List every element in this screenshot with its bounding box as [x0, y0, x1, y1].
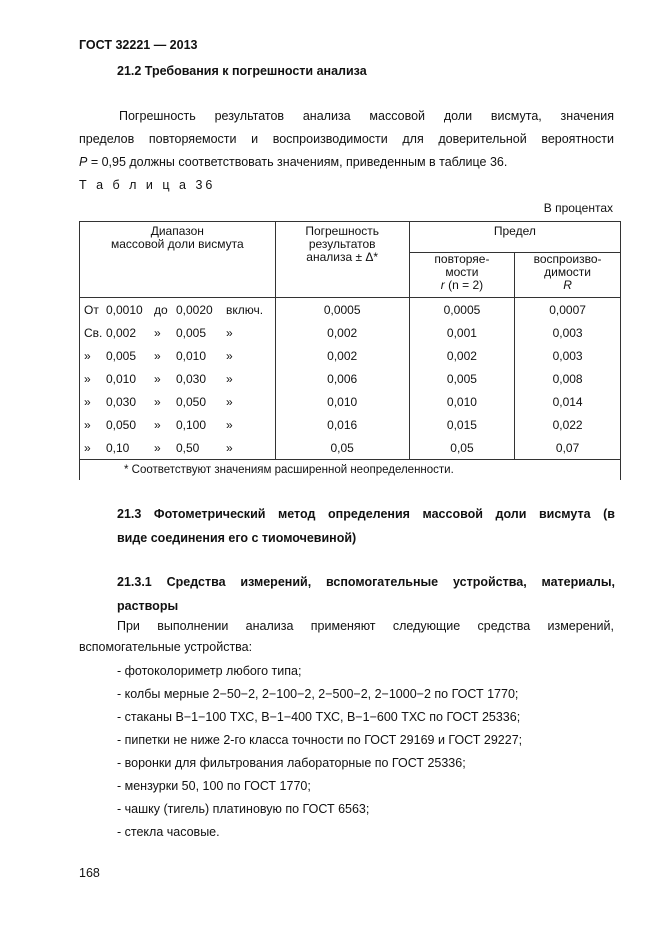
r-cell: 0,002 — [409, 344, 514, 367]
r-cell: 0,015 — [409, 413, 514, 436]
table-row — [80, 298, 621, 322]
delta-cell: 0,016 — [275, 413, 409, 436]
section-21-3-1-heading: 21.3.1 Средства измерений, вспомогательные устройства, материалы, растворы — [117, 575, 615, 613]
R-cell: 0,003 — [515, 321, 621, 344]
table-row — [80, 367, 621, 390]
para-line-3: = 0,95 должны соответствовать значениям, приведенным в таблице 36. — [87, 155, 508, 169]
delta-cell: 0,006 — [275, 367, 409, 390]
page-number: 168 — [79, 866, 100, 880]
delta-cell: 0,010 — [275, 390, 409, 413]
list-item: - чашку (тигель) платиновую по ГОСТ 6563; — [117, 802, 370, 816]
R-cell: 0,014 — [515, 390, 621, 413]
r-cell: 0,05 — [409, 436, 514, 460]
header-range: Диапазон массовой доли висмута — [80, 222, 276, 298]
range-cell: » 0,030 » 0,050 » — [80, 390, 276, 413]
header-reproducibility: воспроизво- димости R — [515, 253, 621, 298]
list-item: - мензурки 50, 100 по ГОСТ 1770; — [117, 779, 311, 793]
delta-cell: 0,002 — [275, 344, 409, 367]
list-item: - колбы мерные 2−50−2, 2−100−2, 2−500−2, 2−1000−2 по ГОСТ 1770; — [117, 687, 519, 701]
table-row — [80, 436, 621, 460]
document-code: ГОСТ 32221 — 2013 — [79, 38, 198, 52]
para-line-1: Погрешность результатов анализа массовой доли висмута, значения — [119, 109, 614, 123]
list-item: - стекла часовые. — [117, 825, 220, 839]
table-row — [80, 321, 621, 344]
header-limit-group: Предел — [409, 222, 620, 253]
R-cell: 0,003 — [515, 344, 621, 367]
list-item: - фотоколориметр любого типа; — [117, 664, 302, 678]
section-21-3-heading: 21.3 Фотометрический метод определения массовой доли висмута (в виде соединения его с тиомочевиной) — [117, 507, 615, 545]
R-cell: 0,022 — [515, 413, 621, 436]
range-cell: От 0,0010 до 0,0020 включ. — [80, 298, 276, 322]
delta-cell: 0,0005 — [275, 298, 409, 322]
range-cell: » 0,005 » 0,010 » — [80, 344, 276, 367]
section-21-3-1-intro: При выполнении анализа применяют следующие средства измерений, вспомогательные устройства: — [79, 619, 614, 654]
r-cell: 0,0005 — [409, 298, 514, 322]
delta-cell: 0,05 — [275, 436, 409, 460]
R-cell: 0,0007 — [515, 298, 621, 322]
table-units: В процентах — [543, 201, 613, 215]
equipment-list — [117, 660, 522, 844]
R-cell: 0,07 — [515, 436, 621, 460]
table-row — [80, 413, 621, 436]
r-cell: 0,010 — [409, 390, 514, 413]
range-cell: » 0,010 » 0,030 » — [80, 367, 276, 390]
r-cell: 0,001 — [409, 321, 514, 344]
list-item: - пипетки не ниже 2-го класса точности по ГОСТ 29169 и ГОСТ 29227; — [117, 733, 523, 747]
error-table — [79, 221, 621, 480]
para-line-2: пределов повторяемости и воспроизводимости для доверительной вероятности — [79, 132, 614, 146]
R-cell: 0,008 — [515, 367, 621, 390]
r-cell: 0,005 — [409, 367, 514, 390]
header-error: Погрешность результатов анализа ± Δ* — [275, 222, 409, 298]
delta-cell: 0,002 — [275, 321, 409, 344]
table-row — [80, 344, 621, 367]
range-cell: » 0,050 » 0,100 » — [80, 413, 276, 436]
section-21-2-heading: 21.2 Требования к погрешности анализа — [117, 64, 367, 78]
range-cell: Св. 0,002 » 0,005 » — [80, 321, 276, 344]
probability-variable: P — [79, 155, 88, 169]
list-item: - воронки для фильтрования лабораторные по ГОСТ 25336; — [117, 756, 466, 770]
section-21-2-paragraph — [79, 105, 614, 174]
table-row — [80, 390, 621, 413]
table-footnote-row — [80, 460, 621, 481]
table-title: Т а б л и ц а 36 — [79, 178, 216, 192]
header-repeatability: повторяе- мости r (n = 2) — [409, 253, 514, 298]
list-item: - стаканы В−1−100 ТХС, В−1−400 ТХС, В−1−600 ТХС по ГОСТ 25336; — [117, 710, 521, 724]
table-footnote: * Соответствуют значениям расширенной неопределенности. — [80, 460, 621, 481]
range-cell: » 0,10 » 0,50 » — [80, 436, 276, 460]
